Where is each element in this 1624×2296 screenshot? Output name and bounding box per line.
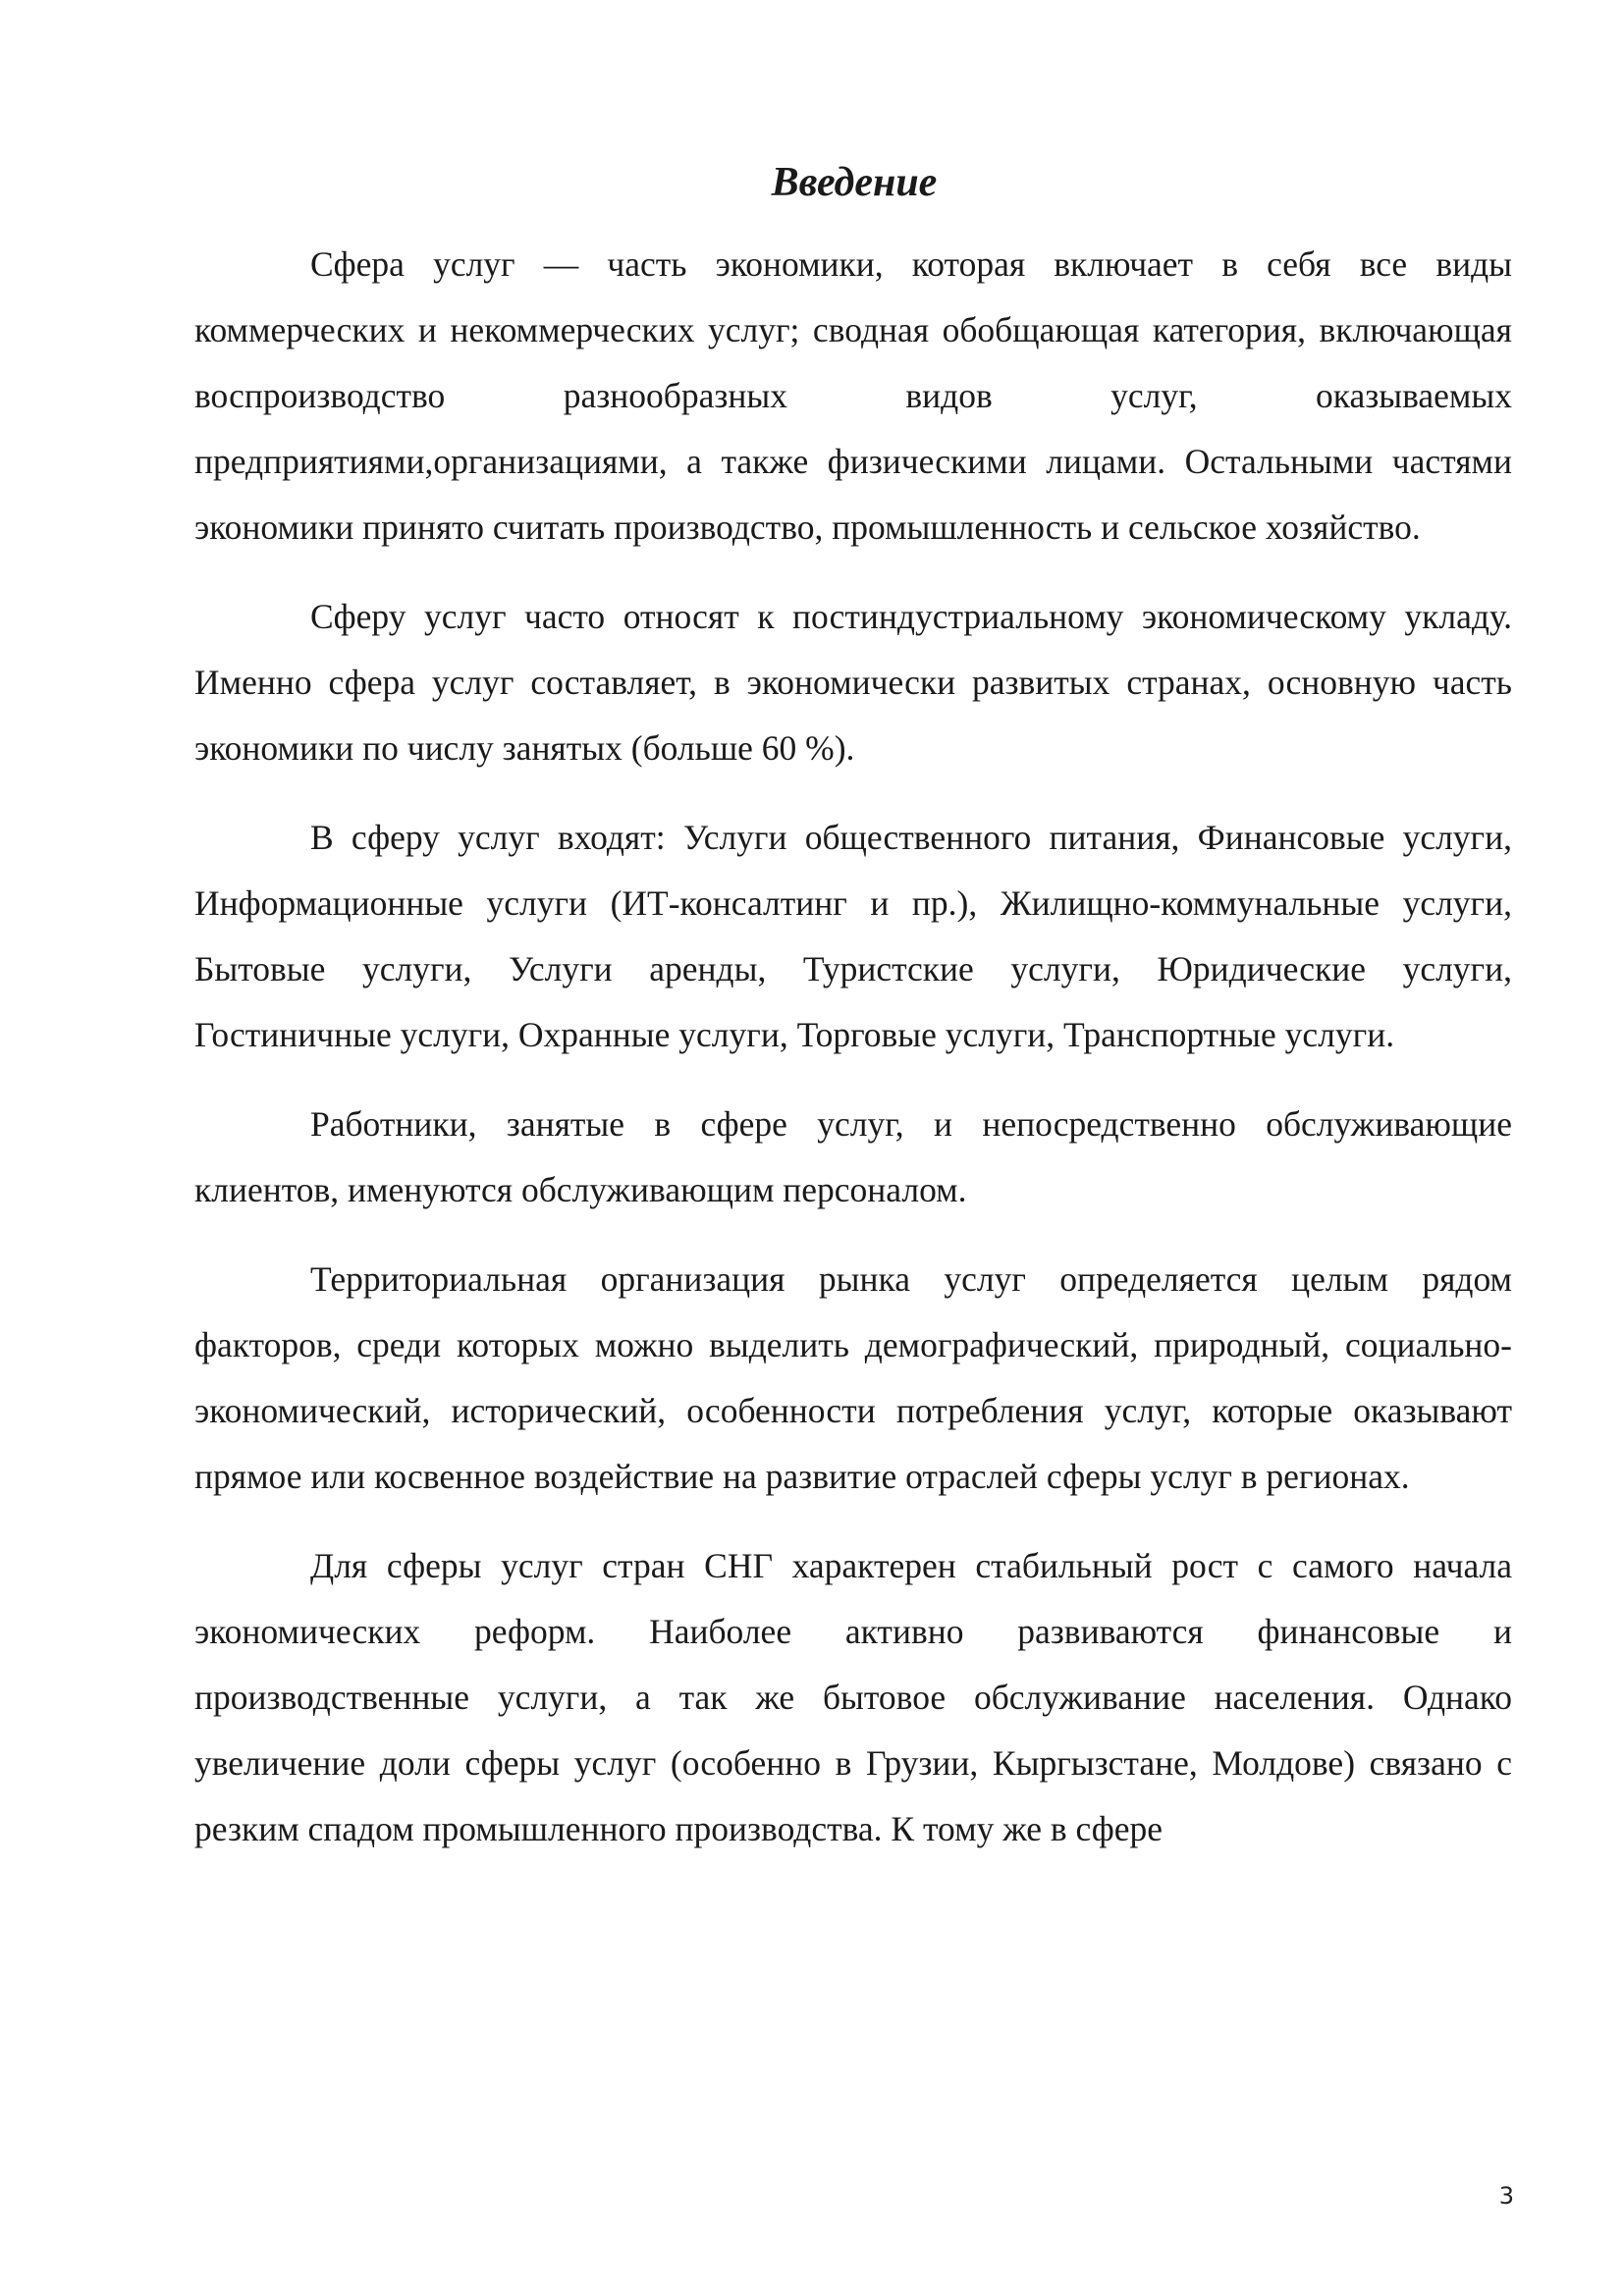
page-number: 3 [1498, 2182, 1514, 2210]
paragraph-5: Территориальная организация рынка услуг определяется целым рядом факторов, среди которых можно выделить демографический, природный, социально-экономический, исторический, особенности потребления услуг, которые оказывают прямое или косвенное воздействие на развитие отраслей сферы услуг в регионах. [194, 1259, 1512, 1496]
page-heading: Введение [771, 160, 938, 205]
paragraph-1: Сфера услуг — часть экономики, которая включает в себя все виды коммерческих и некоммерческих услуг; сводная обобщающая категория, включающая воспроизводство разнообразных видов услуг, оказываемых предприятиями,организациями, а также физическими лицами. Остальными частями экономики принято считать производство, промышленность и сельское хозяйство. [194, 244, 1512, 547]
paragraph-2: Сферу услуг часто относят к постиндустриальному экономическому укладу. Именно сфера услуг составляет, в экономически развитых странах, основную часть экономики по числу занятых (больше 60 %). [194, 597, 1512, 768]
paragraph-3: В сферу услуг входят: Услуги общественного питания, Финансовые услуги, Информационные услуги (ИТ-консалтинг и пр.), Жилищно-коммунальные услуги, Бытовые услуги, Услуги аренды, Туристские услуги, Юридические услуги, Гостиничные услуги, Охранные услуги, Торговые услуги, Транспортные услуги. [194, 818, 1512, 1054]
paragraph-6: Для сферы услуг стран СНГ характерен стабильный рост с самого начала экономических реформ. Наиболее активно развиваются финансовые и производственные услуги, а так же бытовое обслуживание населения. Однако увеличение доли сферы услуг (особенно в Грузии, Кыргызстане, Молдове) связано с резким спадом промышленного производства. К тому же в сфере [194, 1546, 1512, 1848]
document-body [194, 232, 1512, 1886]
paragraph-4: Работники, занятые в сфере услуг, и непосредственно обслуживающие клиентов, именуются обслуживающим персоналом. [194, 1104, 1512, 1209]
